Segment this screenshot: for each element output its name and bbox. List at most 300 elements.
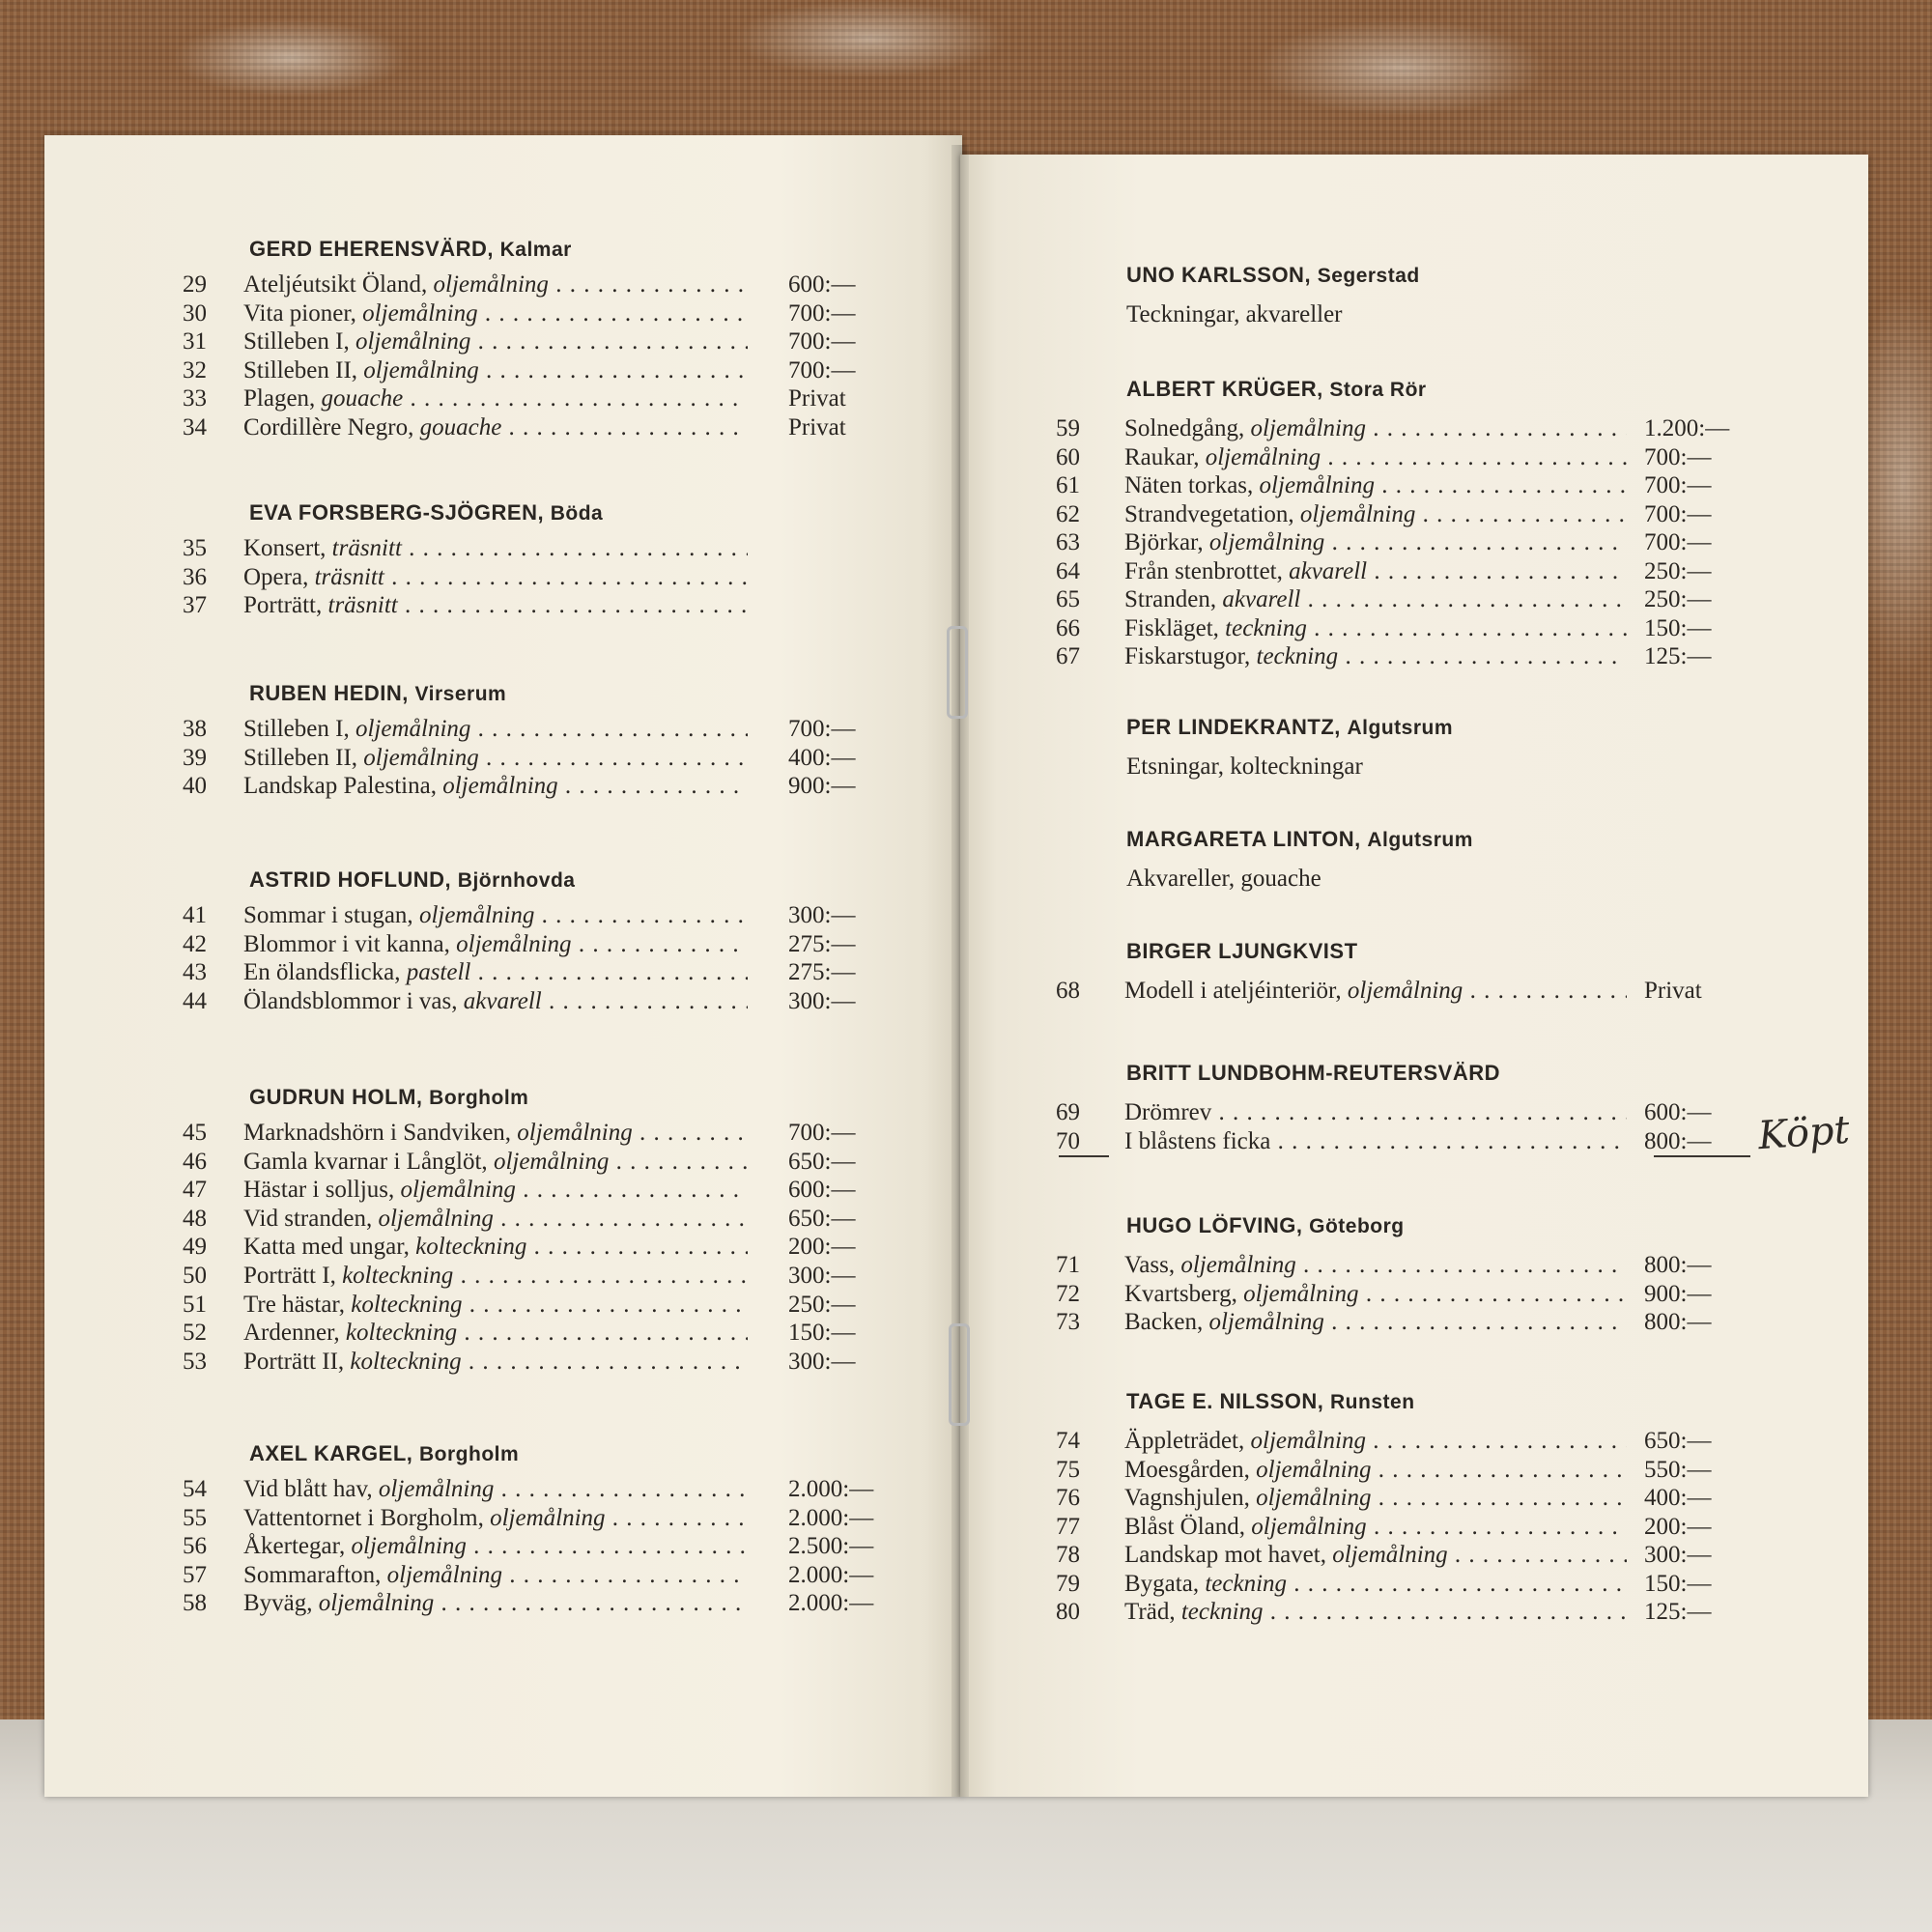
- catalogue-entry: [1053, 586, 1779, 615]
- entry-number: 63: [1056, 529, 1080, 555]
- entry-name: Fiskarstugor,: [1124, 643, 1251, 669]
- entry-number: 72: [1056, 1280, 1080, 1307]
- entry-number: 51: [183, 1291, 207, 1318]
- artist-name: RUBEN HEDIN,: [249, 681, 409, 705]
- entry-price: 300:—: [788, 987, 856, 1014]
- entry-title: [243, 1177, 748, 1204]
- entry-number: 47: [183, 1177, 207, 1204]
- entry-price: 700:—: [1644, 443, 1712, 470]
- artist-heading: [249, 500, 603, 526]
- entry-medium: kolteckning: [342, 1263, 454, 1289]
- catalogue-entry: [1053, 1309, 1779, 1338]
- entry-title: [1124, 1571, 1627, 1598]
- entry-price: 250:—: [1644, 557, 1712, 584]
- entry-name: Vita pioner,: [243, 299, 356, 327]
- entry-name: Sommarafton,: [243, 1561, 382, 1588]
- artist-heading: [1126, 939, 1358, 964]
- entry-medium: oljemålning: [1243, 1280, 1359, 1307]
- entry-name: Äppleträdet,: [1124, 1428, 1245, 1454]
- entry-title: [1124, 978, 1627, 1005]
- catalogue-entry: [1053, 444, 1779, 473]
- entry-price: 700:—: [788, 716, 856, 742]
- entry-number: 60: [1056, 443, 1080, 470]
- entry-title: [1124, 586, 1627, 613]
- artist-name: HUGO LÖFVING,: [1126, 1213, 1303, 1237]
- artist-heading: [1126, 377, 1427, 402]
- entry-number: 42: [183, 930, 207, 957]
- entry-price: 700:—: [1644, 529, 1712, 555]
- entry-medium: oljemålning: [362, 299, 478, 327]
- entry-medium: oljemålning: [378, 1476, 495, 1502]
- entry-number: 76: [1056, 1485, 1080, 1511]
- catalogue-entry: [180, 1562, 923, 1591]
- entry-price: 900:—: [1644, 1280, 1712, 1307]
- artist-name: ASTRID HOFLUND,: [249, 867, 452, 892]
- entry-medium: oljemålning: [363, 356, 479, 384]
- entry-medium: oljemålning: [355, 328, 471, 355]
- entry-medium: oljemålning: [1256, 1456, 1372, 1483]
- artist-name: BIRGER LJUNGKVIST: [1126, 939, 1358, 963]
- entry-medium: oljemålning: [433, 271, 549, 298]
- entry-medium: oljemålning: [355, 716, 471, 742]
- entry-medium: teckning: [1256, 643, 1339, 669]
- entry-medium: kolteckning: [415, 1234, 527, 1261]
- entry-name: Porträtt I,: [243, 1263, 336, 1289]
- entry-medium: oljemålning: [363, 744, 479, 771]
- entry-title: [243, 1206, 748, 1233]
- entry-number: 64: [1056, 557, 1080, 584]
- entry-number: 38: [183, 716, 207, 742]
- entry-title: [1124, 1542, 1627, 1569]
- catalogue-entry: [1053, 529, 1779, 558]
- entry-price: 650:—: [788, 1148, 856, 1175]
- artist-heading: [249, 867, 575, 893]
- entry-number: 80: [1056, 1599, 1080, 1625]
- entry-number: 65: [1056, 586, 1080, 612]
- catalogue-entry: [1053, 1099, 1779, 1128]
- entry-number: 31: [183, 328, 207, 355]
- entry-price: 400:—: [1644, 1485, 1712, 1511]
- entry-title: [243, 535, 748, 562]
- entry-title: [243, 745, 748, 772]
- entry-number: 35: [183, 535, 207, 561]
- entry-price: 600:—: [1644, 1099, 1712, 1125]
- entry-medium: oljemålning: [1259, 472, 1375, 498]
- artist-location: Böda: [550, 502, 604, 525]
- booklet-spine: [952, 145, 969, 1797]
- artist-name: MARGARETA LINTON,: [1126, 827, 1361, 851]
- artist-heading: [1126, 263, 1420, 288]
- entry-medium: oljemålning: [1250, 415, 1366, 441]
- catalogue-entry: [180, 1476, 923, 1505]
- entry-medium: teckning: [1205, 1570, 1288, 1597]
- artist-heading: [1126, 827, 1473, 852]
- entry-title: [1124, 1485, 1627, 1512]
- entry-number: 74: [1056, 1428, 1080, 1454]
- entry-medium: teckning: [1225, 614, 1307, 641]
- entry-name: Porträtt II,: [243, 1348, 345, 1375]
- entry-price: 150:—: [788, 1320, 856, 1347]
- artist-location: Algutsrum: [1347, 717, 1454, 739]
- entry-title: [1124, 1428, 1627, 1455]
- entry-price: 125:—: [1644, 1599, 1712, 1625]
- entry-medium: oljemålning: [318, 1590, 435, 1617]
- artist-heading: [1126, 715, 1453, 740]
- catalogue-entry: [1053, 615, 1779, 644]
- entry-title: [243, 271, 748, 298]
- entry-medium: akvarell: [463, 987, 542, 1014]
- artist-heading: [249, 1085, 528, 1110]
- entry-title: [1124, 1309, 1627, 1336]
- entry-number: 73: [1056, 1309, 1080, 1335]
- entry-medium: oljemålning: [1205, 443, 1321, 470]
- entry-price: 400:—: [788, 744, 856, 771]
- catalogue-entry: [180, 773, 923, 802]
- entry-title: [243, 1349, 748, 1376]
- entry-name: Vid blått hav,: [243, 1476, 373, 1502]
- entry-price: 300:—: [788, 902, 856, 928]
- entry-name: Stilleben I,: [243, 328, 350, 355]
- entry-title: [243, 414, 748, 441]
- entry-title: [243, 385, 748, 412]
- entry-name: En ölandsflicka,: [243, 959, 401, 986]
- entry-medium: oljemålning: [1180, 1252, 1296, 1278]
- artist-location: Algutsrum: [1367, 829, 1473, 851]
- entry-price: 300:—: [788, 1263, 856, 1289]
- entry-name: Blåst Öland,: [1124, 1513, 1245, 1540]
- entry-number: 57: [183, 1561, 207, 1588]
- entry-name: Byväg,: [243, 1590, 313, 1617]
- entry-title: [1124, 1599, 1627, 1626]
- artist-media-description: Akvareller, gouache: [1126, 866, 1321, 892]
- entry-number: 67: [1056, 643, 1080, 669]
- catalogue-entry: [1053, 472, 1779, 501]
- artist-location: Stora Rör: [1329, 379, 1427, 401]
- entry-price: 250:—: [1644, 586, 1712, 612]
- entry-name: Modell i ateljéinteriör,: [1124, 978, 1342, 1004]
- entry-title: [243, 716, 748, 743]
- entry-number: 75: [1056, 1456, 1080, 1483]
- catalogue-entry: [180, 328, 923, 357]
- entry-number: 54: [183, 1476, 207, 1502]
- entry-number: 71: [1056, 1252, 1080, 1278]
- catalogue-entry: [1053, 1485, 1779, 1514]
- entry-number: 58: [183, 1590, 207, 1617]
- catalogue-entry: [1053, 501, 1779, 530]
- entry-number: 43: [183, 959, 207, 986]
- artist-location: Borgholm: [419, 1443, 520, 1465]
- catalogue-entry: [180, 1149, 923, 1178]
- artist-name: PER LINDEKRANTZ,: [1126, 715, 1341, 739]
- artist-media-description: Etsningar, kolteckningar: [1126, 753, 1363, 780]
- entry-price: 700:—: [1644, 500, 1712, 527]
- catalogue-entry: [180, 931, 923, 960]
- artist-location: Göteborg: [1309, 1215, 1405, 1237]
- catalogue-entry: [180, 357, 923, 386]
- artist-name: AXEL KARGEL,: [249, 1441, 413, 1465]
- entry-price: 300:—: [788, 1348, 856, 1375]
- entry-name: Ateljéutsikt Öland,: [243, 271, 428, 298]
- entry-name: Porträtt,: [243, 592, 323, 619]
- entry-price: Privat: [1644, 978, 1702, 1004]
- catalogue-entry: [1053, 1571, 1779, 1600]
- entry-number: 41: [183, 902, 207, 928]
- entry-medium: teckning: [1180, 1599, 1264, 1625]
- entry-title: [243, 592, 748, 619]
- entry-name: Plagen,: [243, 385, 316, 412]
- entry-title: [243, 1476, 748, 1503]
- catalogue-entry: [180, 988, 923, 1017]
- catalogue-entry: [180, 592, 923, 621]
- entry-medium: oljemålning: [378, 1205, 494, 1232]
- entry-number: 56: [183, 1533, 207, 1560]
- entry-medium: pastell: [406, 959, 471, 986]
- artist-location: Segerstad: [1317, 265, 1420, 287]
- entry-name: Stilleben II,: [243, 356, 358, 384]
- entry-title: [1124, 1099, 1627, 1126]
- catalogue-entry: [1053, 643, 1779, 672]
- entry-name: Blommor i vit kanna,: [243, 930, 450, 957]
- entry-name: Konsert,: [243, 535, 327, 561]
- artist-heading: [249, 1441, 519, 1466]
- entry-name: Ölandsblommor i vas,: [243, 987, 458, 1014]
- artist-name: GERD EHERENSVÄRD,: [249, 237, 494, 261]
- entry-title: [243, 1562, 748, 1589]
- entry-title: [1124, 1252, 1627, 1279]
- entry-medium: träsnitt: [327, 592, 398, 619]
- entry-title: [243, 1149, 748, 1176]
- artist-name: ALBERT KRÜGER,: [1126, 377, 1323, 401]
- entry-price: 2.000:—: [788, 1476, 874, 1502]
- catalogue-entry: [1053, 978, 1779, 1007]
- entry-price: 900:—: [788, 773, 856, 800]
- entry-medium: oljemålning: [493, 1148, 610, 1175]
- artist-heading: [1126, 1389, 1415, 1414]
- entry-price: Privat: [788, 385, 846, 412]
- entry-medium: oljemålning: [1208, 1309, 1324, 1335]
- entry-title: [243, 959, 748, 986]
- entry-title: [1124, 1281, 1627, 1308]
- catalogue-entry: [180, 1206, 923, 1235]
- entry-title: [243, 1234, 748, 1261]
- entry-number: 61: [1056, 472, 1080, 498]
- handwritten-note: Köpt: [1756, 1107, 1852, 1159]
- entry-price: 800:—: [1644, 1127, 1712, 1154]
- entry-name: Drömrev: [1124, 1099, 1212, 1125]
- catalogue-entry: [1053, 1428, 1779, 1457]
- entry-medium: oljemålning: [418, 902, 535, 928]
- entry-number: 30: [183, 299, 207, 327]
- entry-name: Stranden,: [1124, 586, 1217, 612]
- entry-name: Moesgården,: [1124, 1456, 1250, 1483]
- entry-price: 650:—: [788, 1205, 856, 1232]
- entry-name: Raukar,: [1124, 443, 1200, 470]
- entry-title: [243, 1263, 748, 1290]
- entry-price: 700:—: [1644, 472, 1712, 498]
- entry-name: Träd,: [1124, 1599, 1176, 1625]
- entry-number: 55: [183, 1504, 207, 1531]
- entry-price: 300:—: [1644, 1542, 1712, 1568]
- catalogue-entry: [180, 1292, 923, 1321]
- catalogue-entry: [1053, 1457, 1779, 1486]
- entry-medium: oljemålning: [490, 1504, 606, 1531]
- entry-price: 2.000:—: [788, 1561, 874, 1588]
- entry-number: 53: [183, 1348, 207, 1375]
- entry-title: [243, 357, 748, 384]
- entry-title: [1124, 501, 1627, 528]
- entry-medium: oljemålning: [1347, 978, 1463, 1004]
- catalogue-entry: [180, 1263, 923, 1292]
- entry-name: Kvartsberg,: [1124, 1280, 1237, 1307]
- entry-medium: oljemålning: [456, 930, 572, 957]
- entry-medium: träsnitt: [314, 563, 384, 590]
- underline-price-70: [1654, 1155, 1750, 1157]
- entry-name: Ardenner,: [243, 1320, 340, 1347]
- catalogue-entry: [180, 1533, 923, 1562]
- entry-medium: gouache: [419, 414, 502, 440]
- entry-number: 50: [183, 1263, 207, 1289]
- entry-medium: oljemålning: [1250, 1428, 1366, 1454]
- entry-number: 40: [183, 773, 207, 800]
- entry-number: 44: [183, 987, 207, 1014]
- entry-number: 68: [1056, 978, 1080, 1004]
- entry-medium: akvarell: [1289, 557, 1368, 584]
- entry-number: 36: [183, 563, 207, 590]
- catalogue-entry: [180, 716, 923, 745]
- artist-name: GUDRUN HOLM,: [249, 1085, 423, 1109]
- catalogue-entry: [180, 1320, 923, 1349]
- entry-name: Opera,: [243, 563, 309, 590]
- artist-location: Virserum: [414, 683, 507, 705]
- entry-number: 69: [1056, 1099, 1080, 1125]
- entry-number: 46: [183, 1148, 207, 1175]
- entry-number: 39: [183, 744, 207, 771]
- entry-medium: oljemålning: [1256, 1485, 1372, 1511]
- entry-medium: akvarell: [1222, 586, 1301, 612]
- entry-price: 275:—: [788, 930, 856, 957]
- artist-location: Kalmar: [499, 239, 572, 261]
- entry-number: 52: [183, 1320, 207, 1347]
- entry-title: [243, 1505, 748, 1532]
- entry-title: [243, 1590, 748, 1617]
- artist-heading: [1126, 1213, 1405, 1238]
- artist-name: BRITT LUNDBOHM-REUTERSVÄRD: [1126, 1061, 1500, 1085]
- catalogue-entry: [180, 385, 923, 414]
- entry-number: 48: [183, 1205, 207, 1232]
- entry-name: Gamla kvarnar i Långlöt,: [243, 1148, 488, 1175]
- catalogue-entry: [180, 1349, 923, 1378]
- entry-name: Backen,: [1124, 1309, 1204, 1335]
- entry-name: Näten torkas,: [1124, 472, 1254, 498]
- entry-name: Från stenbrottet,: [1124, 557, 1283, 584]
- entry-name: Fiskläget,: [1124, 614, 1219, 641]
- catalogue-entry: [180, 1505, 923, 1534]
- catalogue-entry: [180, 959, 923, 988]
- catalogue-entry: [1053, 558, 1779, 587]
- entry-name: Bygata,: [1124, 1570, 1200, 1597]
- entry-price: 200:—: [1644, 1513, 1712, 1540]
- entry-title: [243, 1533, 748, 1560]
- catalogue-entry: [180, 1120, 923, 1149]
- entry-price: 700:—: [788, 299, 856, 327]
- entry-name: Landskap mot havet,: [1124, 1542, 1326, 1568]
- entry-title: [1124, 558, 1627, 585]
- entry-number: 79: [1056, 1570, 1080, 1597]
- entry-title: [243, 564, 748, 591]
- entry-medium: oljemålning: [1251, 1513, 1367, 1540]
- artist-name: TAGE E. NILSSON,: [1126, 1389, 1324, 1413]
- entry-title: [243, 1292, 748, 1319]
- catalogue-entry: [1053, 415, 1779, 444]
- underline-number-70: [1059, 1155, 1109, 1157]
- entry-title: [243, 988, 748, 1015]
- entry-title: [243, 300, 748, 327]
- entry-title: [1124, 529, 1627, 556]
- entry-price: 200:—: [788, 1234, 856, 1261]
- entry-number: 34: [183, 414, 207, 440]
- catalogue-entry: [180, 414, 923, 443]
- entry-number: 70: [1056, 1127, 1080, 1154]
- entry-name: Cordillère Negro,: [243, 414, 414, 440]
- catalogue-entry: [1053, 1542, 1779, 1571]
- entry-price: 2.000:—: [788, 1590, 874, 1617]
- entry-price: 700:—: [788, 328, 856, 355]
- entry-price: 150:—: [1644, 1570, 1712, 1597]
- entry-number: 33: [183, 385, 207, 412]
- entry-name: Tre hästar,: [243, 1291, 346, 1318]
- entry-number: 37: [183, 592, 207, 619]
- entry-title: [243, 1120, 748, 1147]
- entry-price: 125:—: [1644, 643, 1712, 669]
- entry-name: Sommar i stugan,: [243, 902, 413, 928]
- catalogue-entry: [180, 1590, 923, 1619]
- entry-number: 66: [1056, 614, 1080, 641]
- entry-number: 59: [1056, 415, 1080, 441]
- entry-medium: oljemålning: [351, 1533, 467, 1560]
- entry-name: Stilleben II,: [243, 744, 358, 771]
- entry-price: 550:—: [1644, 1456, 1712, 1483]
- artist-location: Borgholm: [429, 1087, 529, 1109]
- entry-title: [1124, 1128, 1627, 1155]
- catalogue-entry: [1053, 1599, 1779, 1628]
- catalogue-entry: [180, 745, 923, 774]
- artist-location: Björnhovda: [457, 869, 576, 892]
- entry-name: Stilleben I,: [243, 716, 350, 742]
- entry-name: Björkar,: [1124, 529, 1204, 555]
- artist-media-description: Teckningar, akvareller: [1126, 301, 1343, 327]
- entry-name: Vattentornet i Borgholm,: [243, 1504, 484, 1531]
- entry-number: 45: [183, 1120, 207, 1146]
- catalogue-entry: [1053, 1128, 1779, 1157]
- catalogue-entry: [180, 300, 923, 329]
- entry-number: 29: [183, 271, 207, 298]
- entry-name: Katta med ungar,: [243, 1234, 410, 1261]
- entry-title: [243, 931, 748, 958]
- entry-name: I blåstens ficka: [1124, 1127, 1271, 1154]
- entry-price: 150:—: [1644, 614, 1712, 641]
- entry-medium: oljemålning: [1332, 1542, 1448, 1568]
- artist-heading: [249, 237, 572, 262]
- entry-price: 650:—: [1644, 1428, 1712, 1454]
- entry-medium: oljemålning: [442, 773, 558, 800]
- artist-location: Runsten: [1330, 1391, 1415, 1413]
- entry-number: 62: [1056, 500, 1080, 527]
- entry-title: [1124, 643, 1627, 670]
- entry-medium: träsnitt: [331, 535, 402, 561]
- entry-price: 275:—: [788, 959, 856, 986]
- entry-name: Åkertegar,: [243, 1533, 346, 1560]
- entry-price: 600:—: [788, 271, 856, 298]
